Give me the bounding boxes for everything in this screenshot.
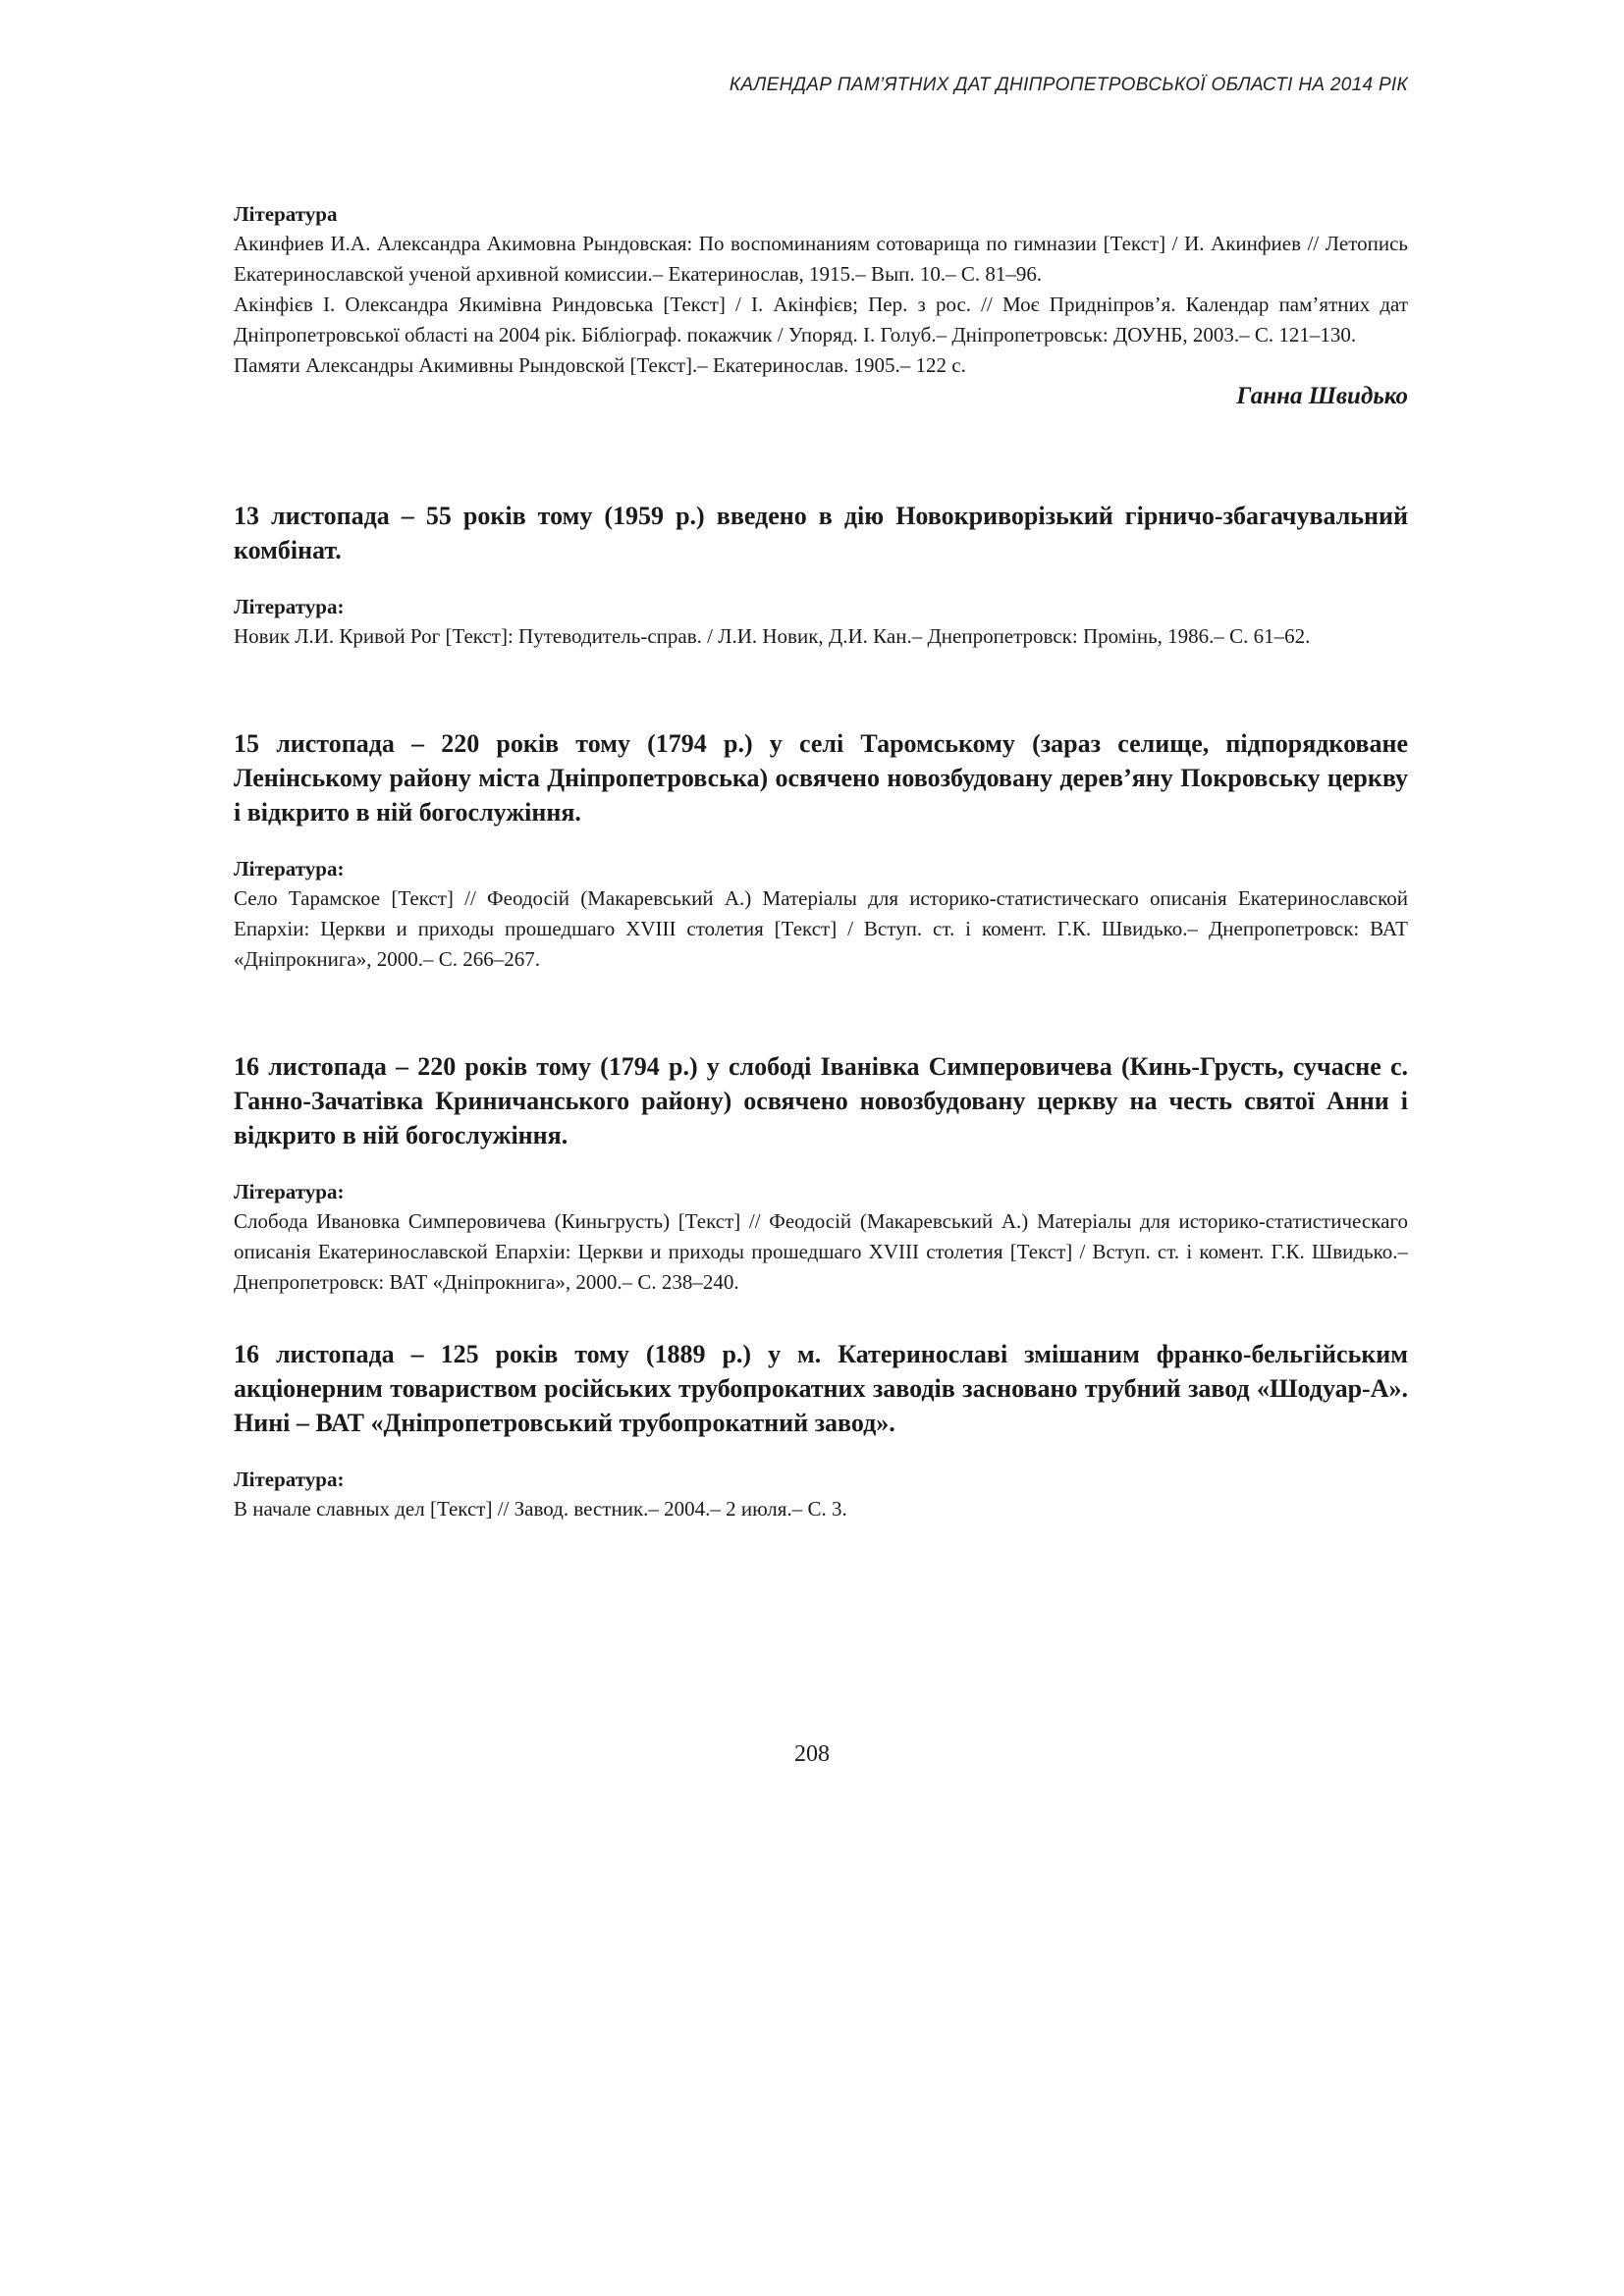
reference-entry: Акінфієв І. Олександра Якимівна Риндовська [Текст] / І. Акінфієв; Пер. з рос. // Моє Придніпров’я. Календар пам’ятних дат Дніпропетровської області на 2004 рік. Бібліограф. покажчик / Упоряд. І. Голуб.– Дніпропетровськ: ДОУНБ, 2003.– С. 121–130. [234, 293, 1408, 347]
reference-entry: Село Тарамское [Текст] // Феодосій (Макаревський А.) Матеріалы для историко-статистическаго описанія Екатеринославской Епархіи: Церкви и приходы прошедшаго XVIII столетия [Текст] / Вступ. ст. і комент. Г.К. Швидько.– Днепропетровск: ВАТ «Дніпрокнига», 2000.– С. 266–267. [234, 886, 1408, 971]
page-content [234, 200, 1408, 1524]
event-title: 15 листопада – 220 років тому (1794 р.) у селі Таромському (зараз селище, підпорядковане Ленінському району міста Дніпропетровська) освячено новозбудовану дерев’яну Покровську церкву і відкрито в ній богослужіння. [234, 729, 1408, 827]
literature-heading: Література: [234, 1180, 345, 1203]
reference-entry: Памяти Александры Акимивны Рындовской [Текст].– Екатеринослав. 1905.– 122 с. [234, 353, 966, 377]
literature-heading: Література: [234, 857, 345, 881]
event-section [234, 726, 1408, 975]
event-section [234, 1337, 1408, 1524]
literature-heading: Література: [234, 595, 345, 618]
author-signature: Ганна Швидько [1236, 383, 1408, 409]
reference-entry: Слобода Ивановка Симперовичева (Киньгрусть) [Текст] // Феодосій (Макаревський А.) Матеріалы для историко-статистическаго описанія Екатеринославской Епархіи: Церкви и приходы прошедшаго XVIII столетия [Текст] / Вступ. ст. і комент. Г.К. Швидько.– Днепропетровск: ВАТ «Дніпрокнига», 2000.– С. 238–240. [234, 1209, 1408, 1294]
reference-entry: Акинфиев И.А. Александра Акимовна Рындовская: По воспоминаниям сотоварища по гимназии [Текст] / И. Акинфиев // Летопись Екатеринославской ученой архивной комиссии.– Екатеринослав, 1915.– Вып. 10.– С. 81–96. [234, 232, 1408, 286]
literature-heading: Література: [234, 1468, 345, 1491]
event-title: 16 листопада – 220 років тому (1794 р.) у слободі Іванівка Симперовичева (Кинь-Грусть, сучасне с. Ганно-Зачатівка Криничанського району) освячено новозбудовану церкву на честь святої Анни і відкрито в ній богослужіння. [234, 1052, 1408, 1149]
literature-heading: Література [234, 202, 338, 226]
reference-entry: Новик Л.И. Кривой Рог [Текст]: Путеводитель-справ. / Л.И. Новик, Д.И. Кан.– Днепропетровск: Промінь, 1986.– С. 61–62. [234, 624, 1311, 648]
event-title: 13 листопада – 55 років тому (1959 р.) введено в дію Новокриворізький гірничо-збагачувальний комбінат. [234, 502, 1408, 564]
running-header: КАЛЕНДАР ПАМ’ЯТНИХ ДАТ ДНІПРОПЕТРОВСЬКОЇ ОБЛАСТІ НА 2014 РІК [729, 75, 1408, 95]
event-title: 16 листопада – 125 років тому (1889 р.) у м. Катеринославі змішаним франко-бельгійським акціонерним товариством російських трубопрокатних заводів засновано трубний завод «Шодуар-А». Нині – ВАТ «Дніпропетровський трубопрокатний завод». [234, 1340, 1408, 1437]
intro-literature-section [234, 200, 1408, 412]
event-section [234, 1049, 1408, 1298]
reference-entry: В начале славных дел [Текст] // Завод. вестник.– 2004.– 2 июля.– С. 3. [234, 1497, 847, 1521]
event-section [234, 499, 1408, 652]
page-number: 208 [794, 1741, 830, 1767]
